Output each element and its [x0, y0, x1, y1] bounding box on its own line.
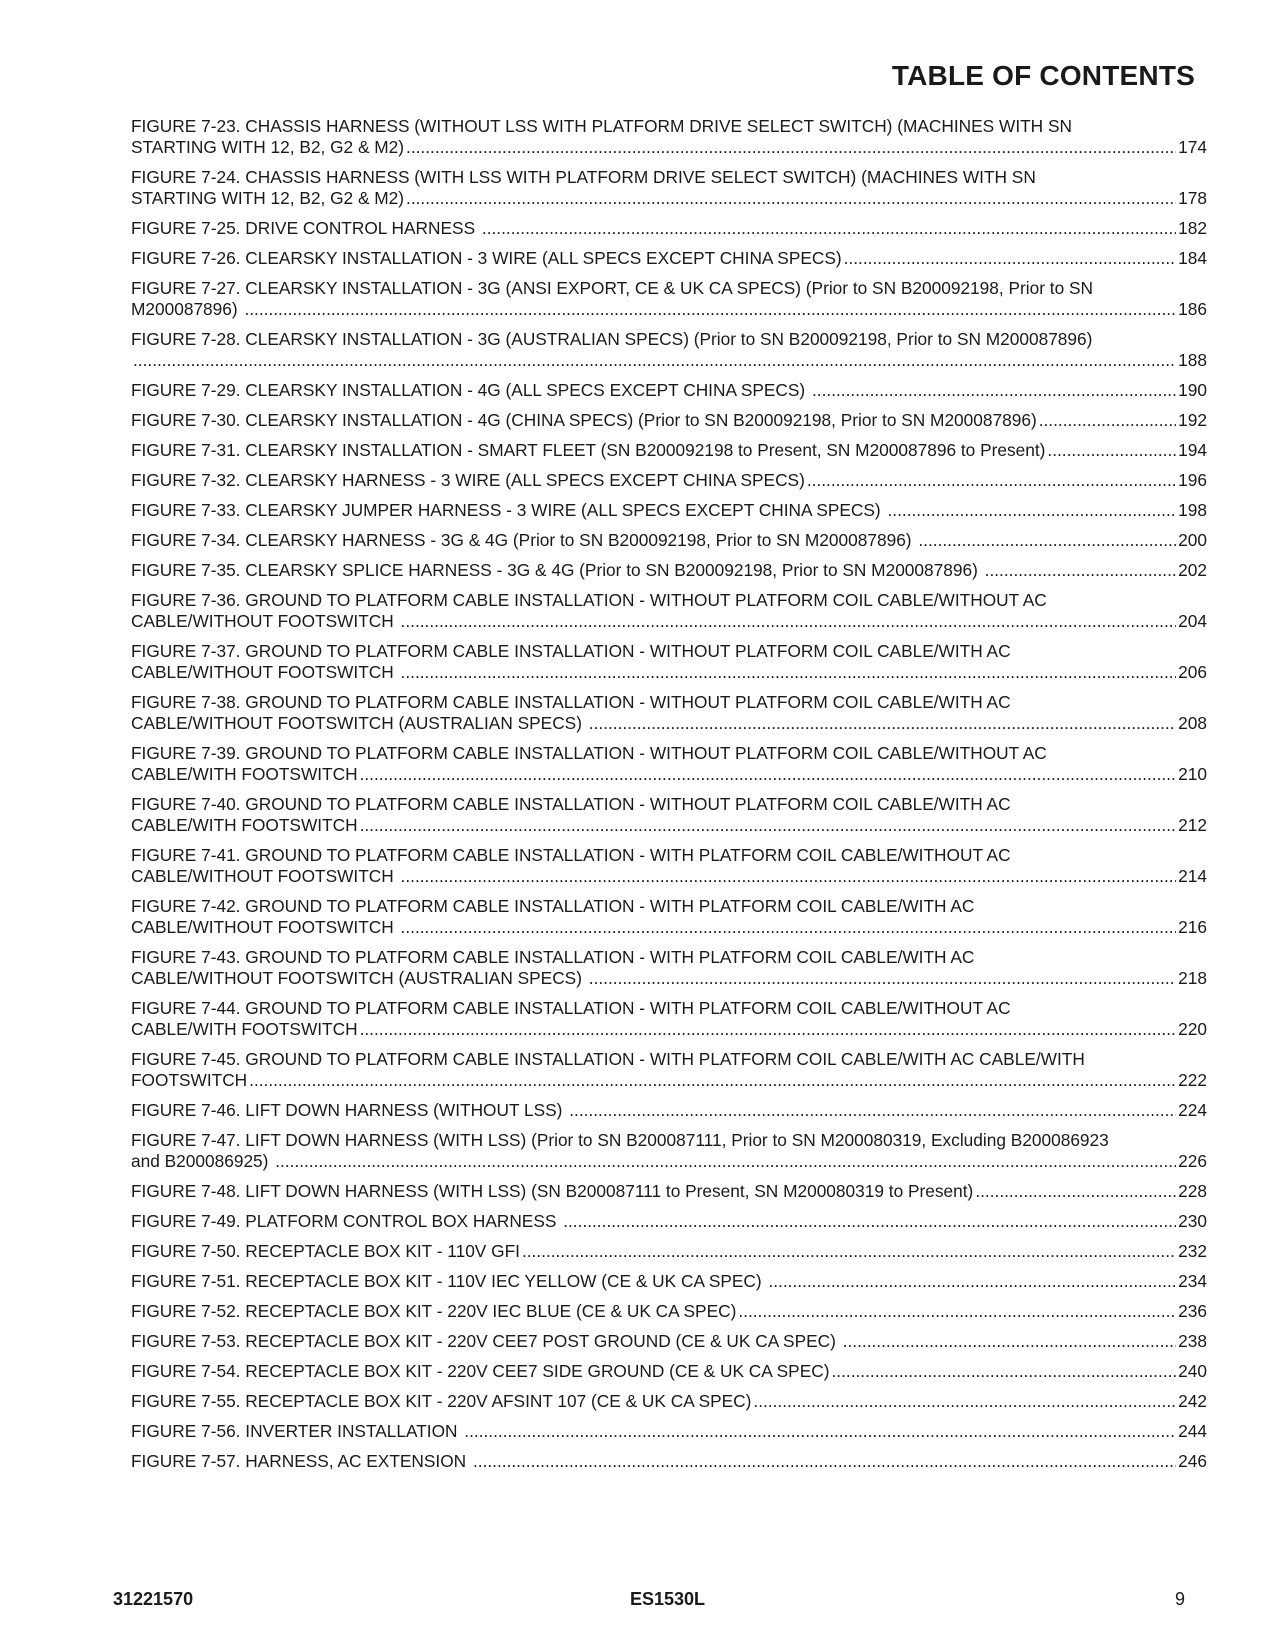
toc-page-number: 184 — [1178, 248, 1207, 268]
toc-page-number: 190 — [1178, 380, 1207, 400]
toc-entry-title: CABLE/WITH FOOTSWITCH — [131, 815, 358, 835]
toc-entry[interactable] — [131, 896, 1207, 938]
toc-page-number: 212 — [1178, 815, 1207, 835]
toc-entry-line — [131, 1181, 1207, 1202]
toc-page-number: 182 — [1178, 218, 1207, 238]
page-title: TABLE OF CONTENTS — [891, 60, 1195, 91]
toc-page-number: 208 — [1178, 713, 1207, 733]
toc-entry-title: FIGURE 7-37. GROUND TO PLATFORM CABLE INSTALLATION - WITHOUT PLATFORM COIL CABLE/WITH AC — [131, 641, 1011, 661]
toc-entry-line — [131, 560, 1207, 581]
toc-entry-title: FIGURE 7-46. LIFT DOWN HARNESS (WITHOUT LSS) — [131, 1100, 568, 1120]
toc-page-number: 228 — [1178, 1181, 1207, 1201]
toc-entry-line — [131, 1391, 1207, 1412]
dot-leader — [807, 470, 1176, 491]
toc-entry-line — [131, 500, 1207, 521]
toc-entry-line — [131, 1421, 1207, 1442]
toc-entry-line — [131, 866, 1207, 887]
toc-entry-title: CABLE/WITHOUT FOOTSWITCH — [131, 662, 399, 682]
toc-entry[interactable] — [131, 440, 1207, 461]
dot-leader — [473, 1451, 1176, 1472]
toc-entry-line — [131, 350, 1207, 371]
toc-entry-line — [131, 713, 1207, 734]
dot-leader — [975, 1181, 1176, 1202]
toc-entry-line — [131, 470, 1207, 491]
dot-leader — [589, 968, 1176, 989]
toc-entry-line — [131, 1151, 1207, 1172]
dot-leader — [1039, 410, 1176, 431]
toc-entry-title: FIGURE 7-34. CLEARSKY HARNESS - 3G & 4G (Prior to SN B200092198, Prior to SN M200087896) — [131, 530, 917, 550]
dot-leader — [738, 1301, 1176, 1322]
toc-entry-title: CABLE/WITHOUT FOOTSWITCH — [131, 611, 399, 631]
dot-leader — [768, 1271, 1176, 1292]
toc-page-number: 246 — [1178, 1451, 1207, 1471]
toc-entry-title: STARTING WITH 12, B2, G2 & M2) — [131, 137, 405, 157]
toc-entry-title: FIGURE 7-29. CLEARSKY INSTALLATION - 4G (ALL SPECS EXCEPT CHINA SPECS) — [131, 380, 810, 400]
toc-entry-title: FIGURE 7-47. LIFT DOWN HARNESS (WITH LSS) (Prior to SN B200087111, Prior to SN M200080319, Excluding B200086923 — [131, 1130, 1109, 1150]
toc-entry[interactable] — [131, 1100, 1207, 1121]
dot-leader — [843, 1331, 1176, 1352]
toc-entry[interactable] — [131, 218, 1207, 239]
dot-leader — [406, 137, 1176, 158]
toc-entry-title: CABLE/WITHOUT FOOTSWITCH — [131, 917, 399, 937]
dot-leader — [401, 917, 1177, 938]
toc-entry-title: STARTING WITH 12, B2, G2 & M2) — [131, 188, 405, 208]
toc-entry-title: CABLE/WITHOUT FOOTSWITCH (AUSTRALIAN SPECS) — [131, 713, 587, 733]
toc-entry-title: FIGURE 7-35. CLEARSKY SPLICE HARNESS - 3G & 4G (Prior to SN B200092198, Prior to SN M200087896) — [131, 560, 983, 580]
toc-entry[interactable] — [131, 1271, 1207, 1292]
dot-leader — [275, 1151, 1176, 1172]
toc-entry[interactable] — [131, 794, 1207, 836]
toc-entry[interactable] — [131, 560, 1207, 581]
toc-entry-title: FIGURE 7-54. RECEPTACLE BOX KIT - 220V CEE7 SIDE GROUND (CE & UK CA SPEC) — [131, 1361, 830, 1381]
toc-entry[interactable] — [131, 329, 1207, 371]
dot-leader — [401, 662, 1177, 683]
toc-entry-title: FIGURE 7-27. CLEARSKY INSTALLATION - 3G (ANSI EXPORT, CE & UK CA SPECS) (Prior to SN B200092198, Prior to SN — [131, 278, 1093, 298]
dot-leader — [360, 1019, 1177, 1040]
toc-entry-title: CABLE/WITH FOOTSWITCH — [131, 764, 358, 784]
toc-entry[interactable] — [131, 1241, 1207, 1262]
toc-page-number: 194 — [1178, 440, 1207, 460]
toc-entry-title: FIGURE 7-51. RECEPTACLE BOX KIT - 110V IEC YELLOW (CE & UK CA SPEC) — [131, 1271, 767, 1291]
dot-leader — [406, 188, 1176, 209]
toc-page-number: 174 — [1178, 137, 1207, 157]
toc-entry-line — [131, 815, 1207, 836]
toc-entry[interactable] — [131, 1301, 1207, 1322]
toc-entry-line — [131, 1070, 1207, 1091]
dot-leader — [464, 1421, 1176, 1442]
toc-entry-line — [131, 299, 1207, 320]
dot-leader — [522, 1241, 1176, 1262]
toc-entry-line — [131, 611, 1207, 632]
toc-entry-line — [131, 218, 1207, 239]
toc-page-number: 218 — [1178, 968, 1207, 988]
dot-leader — [360, 764, 1177, 785]
toc-entry-line — [131, 137, 1207, 158]
toc-entry[interactable] — [131, 500, 1207, 521]
toc-entry-title: FIGURE 7-24. CHASSIS HARNESS (WITH LSS WITH PLATFORM DRIVE SELECT SWITCH) (MACHINES WITH SN — [131, 167, 1036, 187]
toc-entry-title: CABLE/WITHOUT FOOTSWITCH — [131, 866, 399, 886]
toc-entry-title: FIGURE 7-23. CHASSIS HARNESS (WITHOUT LSS WITH PLATFORM DRIVE SELECT SWITCH) (MACHINES WITH SN — [131, 116, 1072, 136]
toc-entry[interactable] — [131, 1211, 1207, 1232]
toc-entry-line — [131, 1361, 1207, 1382]
toc-entry[interactable] — [131, 410, 1207, 431]
dot-leader — [985, 560, 1177, 581]
toc-entry-title: FIGURE 7-32. CLEARSKY HARNESS - 3 WIRE (ALL SPECS EXCEPT CHINA SPECS) — [131, 470, 805, 490]
toc-entry[interactable] — [131, 743, 1207, 785]
toc-entry-line — [131, 1271, 1207, 1292]
toc-entry-title: FIGURE 7-49. PLATFORM CONTROL BOX HARNESS — [131, 1211, 562, 1231]
toc-entry-title: FIGURE 7-42. GROUND TO PLATFORM CABLE INSTALLATION - WITH PLATFORM COIL CABLE/WITH AC — [131, 896, 975, 916]
dot-leader — [482, 218, 1176, 239]
toc-entry-line — [131, 968, 1207, 989]
toc-page-number: 178 — [1178, 188, 1207, 208]
toc-entry-title: FOOTSWITCH — [131, 1070, 248, 1090]
table-of-contents — [131, 116, 1207, 1481]
toc-entry-line — [131, 764, 1207, 785]
toc-page-number: 196 — [1178, 470, 1207, 490]
toc-page-number: 244 — [1178, 1421, 1207, 1441]
toc-entry-title: FIGURE 7-30. CLEARSKY INSTALLATION - 4G (CHINA SPECS) (Prior to SN B200092198, Prior to SN M200087896) — [131, 410, 1037, 430]
toc-entry-title: FIGURE 7-31. CLEARSKY INSTALLATION - SMART FLEET (SN B200092198 to Present, SN M200087896 to Present) — [131, 440, 1046, 460]
toc-entry-title: FIGURE 7-53. RECEPTACLE BOX KIT - 220V CEE7 POST GROUND (CE & UK CA SPEC) — [131, 1331, 841, 1351]
toc-page-number: 230 — [1178, 1211, 1207, 1231]
toc-entry-line — [131, 530, 1207, 551]
toc-entry-title: FIGURE 7-43. GROUND TO PLATFORM CABLE INSTALLATION - WITH PLATFORM COIL CABLE/WITH AC — [131, 947, 975, 967]
toc-entry[interactable] — [131, 1391, 1207, 1412]
toc-entry-title: FIGURE 7-50. RECEPTACLE BOX KIT - 110V GFI — [131, 1241, 520, 1261]
toc-page-number: 210 — [1178, 764, 1207, 784]
toc-entry[interactable] — [131, 1331, 1207, 1352]
toc-page-number: 238 — [1178, 1331, 1207, 1351]
toc-page-number: 186 — [1178, 299, 1207, 319]
dot-leader — [569, 1100, 1176, 1121]
toc-entry-line — [131, 917, 1207, 938]
dot-leader — [831, 1361, 1176, 1382]
dot-leader — [753, 1391, 1176, 1412]
toc-page-number: 226 — [1178, 1151, 1207, 1171]
toc-page-number: 222 — [1178, 1070, 1207, 1090]
toc-page-number: 216 — [1178, 917, 1207, 937]
toc-entry-title: FIGURE 7-40. GROUND TO PLATFORM CABLE INSTALLATION - WITHOUT PLATFORM COIL CABLE/WITH AC — [131, 794, 1011, 814]
toc-entry[interactable] — [131, 692, 1207, 734]
toc-entry[interactable] — [131, 248, 1207, 269]
toc-page-number: 214 — [1178, 866, 1207, 886]
toc-page-number: 192 — [1178, 410, 1207, 430]
toc-page-number: 200 — [1178, 530, 1207, 550]
toc-page-number: 236 — [1178, 1301, 1207, 1321]
toc-entry-title: M200087896) — [131, 299, 243, 319]
toc-entry[interactable] — [131, 998, 1207, 1040]
toc-entry[interactable] — [131, 845, 1207, 887]
toc-entry[interactable] — [131, 116, 1207, 158]
dot-leader — [918, 530, 1176, 551]
toc-entry-title: FIGURE 7-45. GROUND TO PLATFORM CABLE INSTALLATION - WITH PLATFORM COIL CABLE/WITH AC CABLE/WITH — [131, 1049, 1085, 1069]
toc-entry-line — [131, 1301, 1207, 1322]
toc-entry-line — [131, 1451, 1207, 1472]
toc-page-number: 202 — [1178, 560, 1207, 580]
toc-entry[interactable] — [131, 470, 1207, 491]
toc-entry-line — [131, 380, 1207, 401]
toc-entry-line — [131, 440, 1207, 461]
toc-entry-line — [131, 1019, 1207, 1040]
toc-page-number: 188 — [1178, 350, 1207, 370]
toc-page-number: 220 — [1178, 1019, 1207, 1039]
toc-entry[interactable] — [131, 1361, 1207, 1382]
toc-entry[interactable] — [131, 1049, 1207, 1091]
toc-entry-title: FIGURE 7-39. GROUND TO PLATFORM CABLE INSTALLATION - WITHOUT PLATFORM COIL CABLE/WITHOUT AC — [131, 743, 1047, 763]
toc-entry[interactable] — [131, 1451, 1207, 1472]
dot-leader — [888, 500, 1177, 521]
toc-entry-title: FIGURE 7-33. CLEARSKY JUMPER HARNESS - 3 WIRE (ALL SPECS EXCEPT CHINA SPECS) — [131, 500, 886, 520]
toc-entry[interactable] — [131, 641, 1207, 683]
toc-entry-title: FIGURE 7-36. GROUND TO PLATFORM CABLE INSTALLATION - WITHOUT PLATFORM COIL CABLE/WITHOUT AC — [131, 590, 1047, 610]
toc-entry[interactable] — [131, 947, 1207, 989]
toc-entry-line — [131, 248, 1207, 269]
toc-entry-title: FIGURE 7-52. RECEPTACLE BOX KIT - 220V IEC BLUE (CE & UK CA SPEC) — [131, 1301, 737, 1321]
toc-page-number: 234 — [1178, 1271, 1207, 1291]
toc-page-number: 206 — [1178, 662, 1207, 682]
dot-leader — [1047, 440, 1176, 461]
toc-page-number: 242 — [1178, 1391, 1207, 1411]
toc-entry-title: FIGURE 7-25. DRIVE CONTROL HARNESS — [131, 218, 480, 238]
toc-entry-title: FIGURE 7-44. GROUND TO PLATFORM CABLE INSTALLATION - WITH PLATFORM COIL CABLE/WITHOUT AC — [131, 998, 1011, 1018]
toc-entry-line — [131, 188, 1207, 209]
toc-entry-title: FIGURE 7-38. GROUND TO PLATFORM CABLE INSTALLATION - WITHOUT PLATFORM COIL CABLE/WITH AC — [131, 692, 1011, 712]
toc-page-number: 240 — [1178, 1361, 1207, 1381]
toc-entry-line — [131, 1331, 1207, 1352]
toc-entry-title: FIGURE 7-55. RECEPTACLE BOX KIT - 220V AFSINT 107 (CE & UK CA SPEC) — [131, 1391, 752, 1411]
toc-entry-line — [131, 1241, 1207, 1262]
toc-entry-line — [131, 662, 1207, 683]
dot-leader — [589, 713, 1176, 734]
toc-entry[interactable] — [131, 590, 1207, 632]
toc-entry[interactable] — [131, 380, 1207, 401]
toc-entry-line — [131, 1211, 1207, 1232]
toc-entry-title: FIGURE 7-48. LIFT DOWN HARNESS (WITH LSS) (SN B200087111 to Present, SN M200080319 to Present) — [131, 1181, 974, 1201]
toc-entry[interactable] — [131, 1421, 1207, 1442]
dot-leader — [401, 611, 1177, 632]
dot-leader — [563, 1211, 1176, 1232]
toc-page-number: 204 — [1178, 611, 1207, 631]
toc-entry-title: FIGURE 7-28. CLEARSKY INSTALLATION - 3G (AUSTRALIAN SPECS) (Prior to SN B200092198, Prior to SN M200087896) — [131, 329, 1093, 349]
dot-leader — [844, 248, 1177, 269]
dot-leader — [401, 866, 1177, 887]
toc-entry-title: FIGURE 7-56. INVERTER INSTALLATION — [131, 1421, 463, 1441]
document-number: 31221570 — [113, 1589, 194, 1609]
dot-leader — [133, 350, 1176, 371]
toc-page-number: 224 — [1178, 1100, 1207, 1120]
toc-entry-line — [131, 410, 1207, 431]
dot-leader — [360, 815, 1177, 836]
dot-leader — [244, 299, 1176, 320]
toc-entry-title: FIGURE 7-41. GROUND TO PLATFORM CABLE INSTALLATION - WITH PLATFORM COIL CABLE/WITHOUT AC — [131, 845, 1011, 865]
toc-page-number: 232 — [1178, 1241, 1207, 1261]
model-name: ES1530L — [630, 1589, 706, 1609]
toc-entry[interactable] — [131, 1181, 1207, 1202]
toc-entry[interactable] — [131, 530, 1207, 551]
toc-entry-title: FIGURE 7-26. CLEARSKY INSTALLATION - 3 WIRE (ALL SPECS EXCEPT CHINA SPECS) — [131, 248, 842, 268]
toc-page-number: 198 — [1178, 500, 1207, 520]
toc-entry[interactable] — [131, 1130, 1207, 1172]
toc-entry-title: FIGURE 7-57. HARNESS, AC EXTENSION — [131, 1451, 471, 1471]
toc-entry-title: CABLE/WITH FOOTSWITCH — [131, 1019, 358, 1039]
toc-entry-title: and B200086925) — [131, 1151, 274, 1171]
toc-entry-title: CABLE/WITHOUT FOOTSWITCH (AUSTRALIAN SPECS) — [131, 968, 587, 988]
page-number: 9 — [1175, 1589, 1186, 1609]
toc-entry[interactable] — [131, 167, 1207, 209]
toc-entry-line — [131, 1100, 1207, 1121]
toc-entry[interactable] — [131, 278, 1207, 320]
dot-leader — [249, 1070, 1176, 1091]
dot-leader — [812, 380, 1176, 401]
